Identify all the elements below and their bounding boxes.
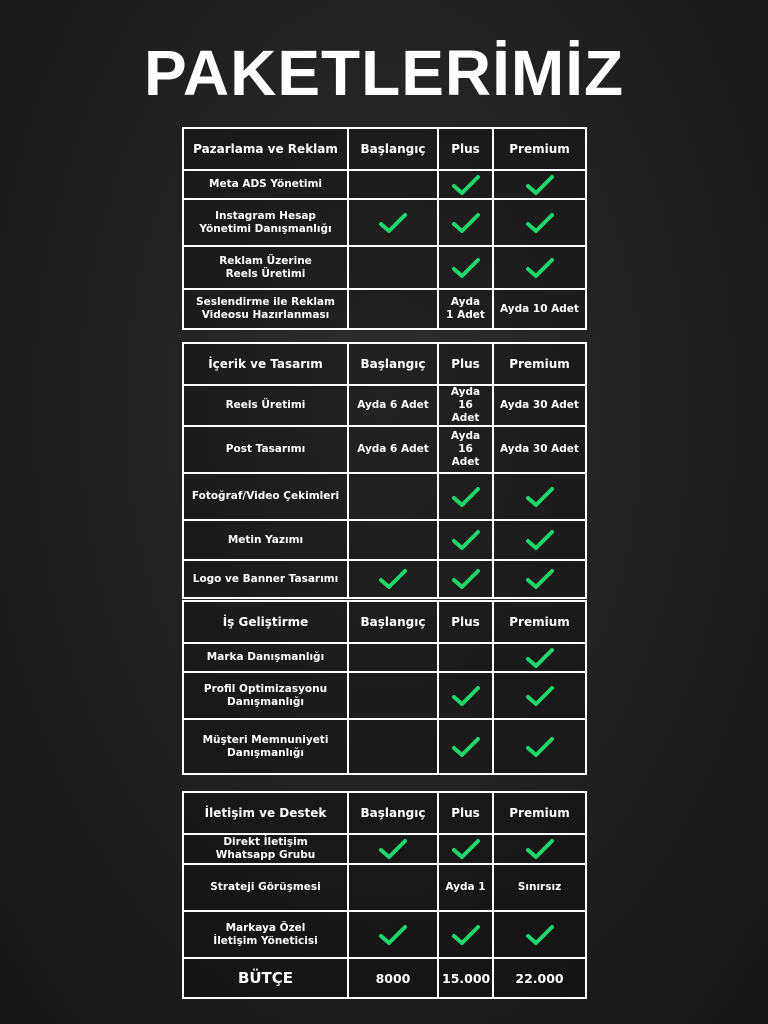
cell-premium xyxy=(493,199,586,246)
cell-plus xyxy=(438,199,493,246)
cell-başlangıç: Ayda 6 Adet xyxy=(348,426,438,473)
cell-başlangıç xyxy=(348,911,438,958)
feature-row xyxy=(183,473,586,520)
checkmark-icon xyxy=(526,685,554,707)
cell-başlangıç xyxy=(348,834,438,864)
package-table-2 xyxy=(182,342,587,599)
column-header-başlangıç: Başlangıç xyxy=(348,792,438,834)
feature-label: Post Tasarımı xyxy=(183,426,348,473)
checkmark-icon xyxy=(379,924,407,946)
cell-premium xyxy=(493,246,586,289)
feature-row xyxy=(183,246,586,289)
column-header-premium: Premium xyxy=(493,343,586,385)
checkmark-icon xyxy=(526,174,554,196)
feature-row xyxy=(183,289,586,329)
checkmark-icon xyxy=(379,838,407,860)
cell-başlangıç xyxy=(348,246,438,289)
column-header-başlangıç: Başlangıç xyxy=(348,128,438,170)
checkmark-icon xyxy=(452,174,480,196)
section-heading: İçerik ve Tasarım xyxy=(183,343,348,385)
cell-plus: Ayda 1 xyxy=(438,864,493,911)
feature-label: Markaya Özel İletişim Yöneticisi xyxy=(183,911,348,958)
cell-premium xyxy=(493,473,586,520)
column-header-başlangıç: Başlangıç xyxy=(348,601,438,643)
cell-başlangıç xyxy=(348,520,438,560)
feature-row xyxy=(183,385,586,426)
checkmark-icon xyxy=(526,529,554,551)
cell-premium xyxy=(493,672,586,719)
package-table-4 xyxy=(182,791,587,999)
cell-başlangıç: Ayda 6 Adet xyxy=(348,385,438,426)
feature-label: Profil Optimizasyonu Danışmanlığı xyxy=(183,672,348,719)
cell-premium xyxy=(493,643,586,672)
column-header-başlangıç: Başlangıç xyxy=(348,343,438,385)
cell-başlangıç xyxy=(348,864,438,911)
cell-plus xyxy=(438,672,493,719)
budget-premium: 22.000 xyxy=(493,958,586,998)
feature-row xyxy=(183,911,586,958)
cell-plus xyxy=(438,246,493,289)
cell-premium xyxy=(493,170,586,199)
column-header-plus: Plus xyxy=(438,128,493,170)
cell-başlangıç xyxy=(348,672,438,719)
checkmark-icon xyxy=(452,212,480,234)
cell-plus xyxy=(438,520,493,560)
checkmark-icon xyxy=(452,736,480,758)
cell-plus xyxy=(438,911,493,958)
cell-başlangıç xyxy=(348,643,438,672)
cell-premium xyxy=(493,560,586,598)
package-table-1 xyxy=(182,127,587,330)
feature-row xyxy=(183,199,586,246)
feature-label: Marka Danışmanlığı xyxy=(183,643,348,672)
table-header-row xyxy=(183,343,586,385)
cell-plus xyxy=(438,473,493,520)
feature-row xyxy=(183,643,586,672)
column-header-plus: Plus xyxy=(438,343,493,385)
cell-premium: Ayda 30 Adet xyxy=(493,426,586,473)
table-header-row xyxy=(183,792,586,834)
feature-label: Direkt İletişim Whatsapp Grubu xyxy=(183,834,348,864)
feature-label: Müşteri Memnuniyeti Danışmanlığı xyxy=(183,719,348,774)
cell-plus: Ayda 16 Adet xyxy=(438,385,493,426)
column-header-plus: Plus xyxy=(438,601,493,643)
column-header-plus: Plus xyxy=(438,792,493,834)
cell-premium xyxy=(493,834,586,864)
budget-label: BÜTÇE xyxy=(183,958,348,998)
cell-plus xyxy=(438,643,493,672)
feature-row xyxy=(183,520,586,560)
feature-label: Strateji Görüşmesi xyxy=(183,864,348,911)
feature-row xyxy=(183,170,586,199)
feature-label: Logo ve Banner Tasarımı xyxy=(183,560,348,598)
feature-row xyxy=(183,864,586,911)
checkmark-icon xyxy=(526,212,554,234)
cell-plus xyxy=(438,560,493,598)
cell-premium: Ayda 30 Adet xyxy=(493,385,586,426)
checkmark-icon xyxy=(526,838,554,860)
section-heading: İş Geliştirme xyxy=(183,601,348,643)
checkmark-icon xyxy=(526,647,554,669)
cell-plus xyxy=(438,834,493,864)
checkmark-icon xyxy=(526,924,554,946)
section-heading: Pazarlama ve Reklam xyxy=(183,128,348,170)
checkmark-icon xyxy=(526,257,554,279)
checkmark-icon xyxy=(452,838,480,860)
checkmark-icon xyxy=(452,529,480,551)
cell-plus: Ayda 1 Adet xyxy=(438,289,493,329)
column-header-premium: Premium xyxy=(493,792,586,834)
page-title: PAKETLERİMİZ xyxy=(143,37,625,109)
feature-row xyxy=(183,426,586,473)
feature-label: Reklam Üzerine Reels Üretimi xyxy=(183,246,348,289)
cell-başlangıç xyxy=(348,170,438,199)
cell-başlangıç xyxy=(348,560,438,598)
cell-başlangıç xyxy=(348,719,438,774)
feature-row xyxy=(183,719,586,774)
cell-premium xyxy=(493,911,586,958)
feature-row xyxy=(183,834,586,864)
feature-label: Instagram Hesap Yönetimi Danışmanlığı xyxy=(183,199,348,246)
cell-premium: Sınırsız xyxy=(493,864,586,911)
cell-plus xyxy=(438,170,493,199)
cell-premium xyxy=(493,719,586,774)
cell-başlangıç xyxy=(348,473,438,520)
checkmark-icon xyxy=(526,736,554,758)
budget-plus: 15.000 xyxy=(438,958,493,998)
checkmark-icon xyxy=(379,568,407,590)
feature-label: Reels Üretimi xyxy=(183,385,348,426)
feature-label: Fotoğraf/Video Çekimleri xyxy=(183,473,348,520)
column-header-premium: Premium xyxy=(493,601,586,643)
checkmark-icon xyxy=(526,486,554,508)
checkmark-icon xyxy=(379,212,407,234)
cell-plus xyxy=(438,719,493,774)
budget-row xyxy=(183,958,586,998)
cell-başlangıç xyxy=(348,199,438,246)
column-header-premium: Premium xyxy=(493,128,586,170)
checkmark-icon xyxy=(452,924,480,946)
checkmark-icon xyxy=(526,568,554,590)
feature-row xyxy=(183,672,586,719)
feature-label: Meta ADS Yönetimi xyxy=(183,170,348,199)
budget-başlangıç: 8000 xyxy=(348,958,438,998)
table-header-row xyxy=(183,601,586,643)
cell-premium: Ayda 10 Adet xyxy=(493,289,586,329)
cell-premium xyxy=(493,520,586,560)
package-table-3 xyxy=(182,600,587,775)
checkmark-icon xyxy=(452,685,480,707)
checkmark-icon xyxy=(452,568,480,590)
feature-label: Seslendirme ile Reklam Videosu Hazırlanması xyxy=(183,289,348,329)
section-heading: İletişim ve Destek xyxy=(183,792,348,834)
checkmark-icon xyxy=(452,486,480,508)
checkmark-icon xyxy=(452,257,480,279)
table-header-row xyxy=(183,128,586,170)
feature-row xyxy=(183,560,586,598)
feature-label: Metin Yazımı xyxy=(183,520,348,560)
cell-başlangıç xyxy=(348,289,438,329)
cell-plus: Ayda 16 Adet xyxy=(438,426,493,473)
